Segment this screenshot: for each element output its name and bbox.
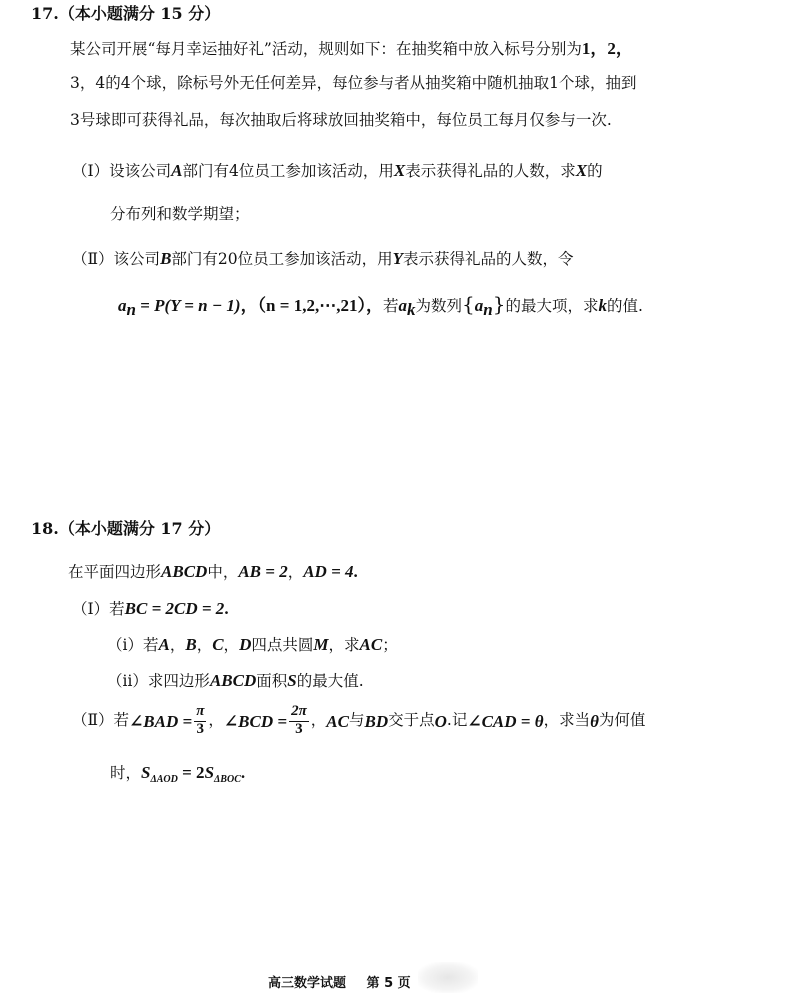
q17-part1-line2: 分布列和数学期望； — [110, 205, 250, 223]
text: 的最大项，求 — [505, 297, 599, 315]
scan-smudge — [418, 962, 478, 993]
math-var: ABCD — [161, 562, 208, 581]
math-op: = 2 — [177, 763, 205, 782]
math-var: a — [118, 296, 127, 315]
math-var: M — [313, 635, 329, 654]
math-var: S — [204, 763, 215, 782]
part-label: （Ⅱ） — [72, 711, 114, 730]
fraction-pi-3 — [194, 704, 206, 738]
text: 若 — [382, 297, 399, 315]
q17-intro-text: 某公司开展“每月幸运抽好礼”活动，规则如下：在抽奖箱中放入标号分别为 — [70, 40, 582, 58]
text: 交于点 — [388, 711, 435, 730]
q17-part2-line1 — [72, 250, 574, 268]
text: 四点共圆 — [251, 636, 314, 654]
text: 面积 — [256, 672, 288, 690]
q18-sub2 — [107, 672, 364, 690]
part-label: （Ⅰ） — [72, 162, 110, 180]
text: ，求当 — [543, 711, 591, 730]
math-var: Y — [392, 249, 404, 268]
text: 若 — [113, 711, 130, 730]
part-label: （ⅰ） — [107, 636, 143, 654]
text: 部门有4位员工参加该活动，用 — [182, 162, 394, 180]
text: ， — [223, 636, 240, 654]
math-var: B — [160, 249, 172, 268]
math-var: BD — [364, 711, 389, 731]
q18-part1 — [72, 600, 229, 618]
text: 若 — [142, 636, 159, 654]
footer-page-number: 第 5 页 — [366, 976, 411, 991]
text: 为何值 — [598, 711, 646, 730]
math-var: O — [434, 711, 447, 731]
math-var: k — [598, 296, 607, 315]
part-label: （Ⅱ） — [72, 250, 114, 268]
math-var: ABCD — [209, 671, 257, 690]
q17-part1-line1 — [72, 162, 603, 180]
math-var: B — [185, 635, 197, 654]
math-var: D — [239, 635, 252, 654]
text: . — [240, 763, 246, 782]
math-expr: ∠CAD = θ — [467, 711, 544, 731]
math-var: AC — [359, 635, 383, 654]
math-var: A — [158, 635, 170, 654]
math-sub: k — [406, 300, 416, 320]
text: 中， — [207, 563, 239, 581]
q17-intro-line3: 3号球即可获得礼品，每次抽取后将球放回抽奖箱中，每位员工每月仅参与一次. — [70, 111, 612, 129]
footer-subject: 高三数学试题 — [268, 976, 347, 991]
math-sub: n — [483, 300, 493, 320]
text: 设该公司 — [109, 162, 172, 180]
math-expr: P(Y = n − 1) — [154, 296, 241, 315]
math-var: a — [474, 296, 484, 315]
text: 为数列 — [415, 297, 462, 315]
math-var: X — [575, 161, 588, 180]
page-footer — [268, 972, 411, 991]
text: .记 — [446, 711, 468, 730]
text: ，求 — [328, 636, 360, 654]
q18-part2-line2 — [110, 764, 245, 785]
frac-num-text: 2π — [291, 703, 307, 720]
math-op: = — [135, 296, 155, 315]
text: ， — [310, 711, 327, 730]
math-var: AC — [326, 711, 349, 731]
math-var: S — [287, 671, 297, 690]
q18-part2-line1 — [72, 701, 645, 741]
q18-sub1 — [107, 636, 398, 654]
q18-intro — [68, 563, 358, 581]
fraction-2pi-3 — [289, 704, 309, 738]
math-var: S — [141, 763, 151, 782]
frac-num — [289, 704, 309, 722]
text: ， — [196, 636, 213, 654]
text: 时， — [110, 764, 142, 782]
math-var: A — [171, 161, 183, 180]
q17-part2-formula — [118, 294, 643, 318]
text: 在平面四边形 — [68, 563, 162, 581]
brace-close: } — [492, 292, 506, 316]
math-range: ，（n = 1,2,⋯,21）， — [240, 296, 383, 315]
text: 表示获得礼品的人数，令 — [403, 250, 574, 268]
frac-num — [194, 704, 206, 722]
math-expr: ∠BCD = — [223, 711, 288, 731]
math-sub: ΔAOD — [150, 774, 178, 786]
text: ； — [382, 636, 398, 654]
text: ， — [169, 636, 186, 654]
text: 的 — [587, 162, 603, 180]
text: 表示获得礼品的人数，求 — [405, 162, 576, 180]
math-expr: BC = 2CD = 2 — [124, 599, 225, 618]
text: 部门有20位员工参加该活动，用 — [171, 250, 393, 268]
frac-den: 3 — [196, 721, 205, 737]
math-sub: n — [126, 300, 136, 320]
text: . — [353, 562, 358, 581]
math-var: θ — [590, 711, 599, 731]
q18-heading: 18.（本小题满分 17 分） — [31, 519, 221, 538]
math-expr: AD = 4 — [303, 562, 354, 581]
text: 的最大值. — [296, 672, 364, 690]
q17-intro-line2: 3，4的4个球，除标号外无任何差异，每位参与者从抽奖箱中随机抽取1个球，抽到 — [70, 74, 637, 92]
part-label: （ⅱ） — [107, 672, 148, 690]
text: 若 — [109, 600, 125, 618]
brace-open: { — [462, 292, 475, 316]
text: . — [224, 599, 229, 618]
text: 求四边形 — [147, 672, 210, 690]
frac-den: 3 — [295, 721, 303, 737]
math-var: X — [393, 161, 406, 180]
frac-num-text: π — [196, 703, 205, 720]
math-var: C — [212, 635, 224, 654]
text: 该公司 — [113, 250, 161, 268]
math-sub: ΔBOC — [214, 774, 241, 786]
q17-intro-line1 — [70, 40, 633, 58]
text: ， — [287, 563, 304, 581]
part-label: （Ⅰ） — [72, 600, 110, 618]
q17-heading: 17.（本小题满分 15 分） — [31, 4, 221, 23]
text: ， — [208, 711, 224, 730]
math-expr: ∠BAD = — [129, 711, 193, 731]
q17-intro-labels: 1，2， — [581, 39, 633, 58]
math-var: a — [398, 296, 407, 315]
text: 与 — [348, 711, 365, 730]
math-expr: AB = 2 — [238, 562, 288, 581]
text: 的值. — [606, 297, 643, 315]
